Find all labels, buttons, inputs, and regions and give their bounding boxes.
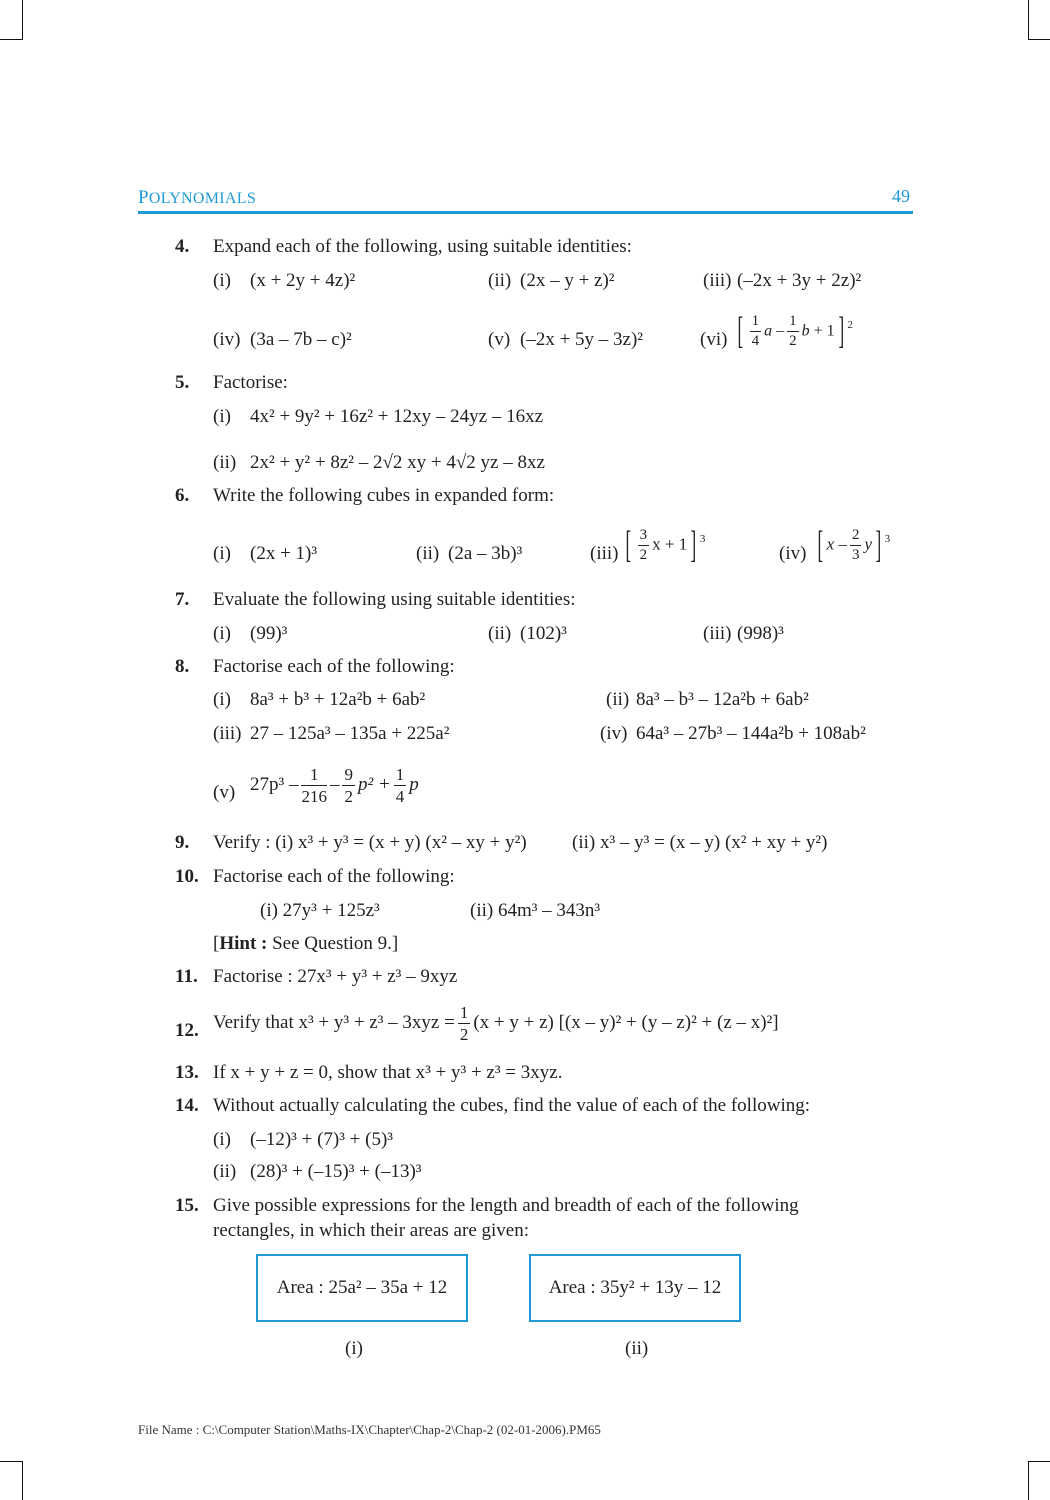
part-label: (iii) [703,270,732,291]
expression: (28)³ + (–15)³ + (–13)³ [250,1161,422,1182]
part-label: (iii) [590,543,619,564]
part-label: (i) [213,689,231,710]
part-label: (ii) [606,689,630,710]
part-label: (i) [213,406,231,427]
question-text: Write the following cubes in expanded form: [213,485,555,506]
question-number: 11. [175,966,198,987]
expression: 27 – 125a³ – 135a + 225a² [250,723,450,744]
box-label: (i) [345,1338,363,1359]
crop-mark-bottom-right-v [1028,1461,1029,1500]
question-number: 14. [175,1095,199,1116]
expression: (ii) x³ – y³ = (x – y) (x² + xy + y²) [572,832,828,853]
header-rule [138,211,913,214]
crop-mark-bottom-right [1028,1461,1050,1462]
question-text: Verify that x³ + y³ + z³ – 3xyz = $\frac{1}{2}$ (x + y + z) [(x – y)² + (y – z)² + (z – x)²] [213,1003,779,1044]
fraction-expression: [ $\frac{3}{2}$ x + 1] $^3$ [625,524,706,566]
expression: (2x + 1)³ [250,543,318,564]
question-number: 7. [175,589,190,610]
crop-mark-top-left-v [22,0,23,40]
question-text: Without actually calculating the cubes, find the value of each of the following: [213,1095,811,1116]
part-label: (ii) [488,270,512,291]
question-text: Factorise each of the following: [213,866,455,887]
expression: 64a³ – 27b³ – 144a²b + 108ab² [636,723,866,744]
chapter-title: POLYNOMIALS [138,187,257,208]
expression: (998)³ [737,623,784,644]
question-text: Factorise : 27x³ + y³ + z³ – 9xyz [213,966,458,987]
question-number: 6. [175,485,190,506]
page-number: 49 [892,186,910,206]
expression: (–2x + 5y – 3z)² [520,329,643,350]
question-text: Factorise: [213,372,288,393]
expression: (ii) 64m³ – 343n³ [470,900,601,921]
crop-mark-top-right [1028,39,1050,40]
expression: (3a – 7b – c)² [250,329,352,350]
expression: 8a³ + b³ + 12a²b + 6ab² [250,689,426,710]
expression: (102)³ [520,623,567,644]
question-text: Give possible expressions for the length and breadth of each of the following [213,1195,799,1216]
question-number: 9. [175,832,190,853]
question-number: 12. [175,1020,199,1041]
expression: (–2x + 3y + 2z)² [737,270,862,291]
fraction-expression: [ x – $\frac{2}{3}$ y] $^3$ [817,524,891,566]
expression: (x + 2y + 4z)² [250,270,356,291]
part-label: (i) [213,270,231,291]
hint-text: [Hint : See Question 9.] [213,933,399,954]
expression: (2x – y + z)² [520,270,615,291]
expression: (–12)³ + (7)³ + (5)³ [250,1129,393,1150]
area-box-1: Area : 25a² – 35a + 12 [256,1254,468,1322]
part-label: (vi) [700,329,728,350]
question-text: Factorise each of the following: [213,656,455,677]
question-number: 10. [175,866,199,887]
part-label: (ii) [213,1161,237,1182]
fraction-expression: 27p³ – $\frac{1}{216}$ – $\frac{9}{2}$ p² + $\frac{1}{4}$ p [250,765,419,806]
expression: 4x² + 9y² + 16z² + 12xy – 24yz – 16xz [250,406,544,427]
question-text: Verify : (i) x³ + y³ = (x + y) (x² – xy + y²) [213,832,527,853]
expression: 2x² + y² + 8z² – 2√2 xy + 4√2 yz – 8xz [250,452,545,473]
part-label: (iv) [779,543,807,564]
part-label: (ii) [488,623,512,644]
part-label: (iv) [213,329,241,350]
expression: (i) 27y³ + 125z³ [260,900,380,921]
question-text: If x + y + z = 0, show that x³ + y³ + z³ = 3xyz. [213,1062,563,1083]
part-label: (i) [213,623,231,644]
question-number: 15. [175,1195,199,1216]
crop-mark-top-left [0,39,22,40]
part-label: (i) [213,543,231,564]
file-name-footer: File Name : C:\Computer Station\Maths-IX\Chapter\Chap-2\Chap-2 (02-01-2006).PM65 [138,1422,601,1437]
crop-mark-bottom-left [0,1461,22,1462]
crop-mark-bottom-left-v [22,1461,23,1500]
part-label: (iv) [600,723,628,744]
part-label: (ii) [416,543,440,564]
part-label: (i) [213,1129,231,1150]
part-label: (ii) [213,452,237,473]
question-text: Expand each of the following, using suitable identities: [213,236,632,257]
part-label: (iii) [703,623,732,644]
part-label: (iii) [213,723,242,744]
part-label: (v) [213,782,236,803]
crop-mark-top-right-v [1028,0,1029,40]
expression: (99)³ [250,623,288,644]
question-text: Evaluate the following using suitable identities: [213,589,576,610]
fraction-expression: [ $\frac{1}{4}$ a – $\frac{1}{2}$ b + 1] $^2$ [737,310,853,352]
expression: (2a – 3b)³ [448,543,523,564]
area-box-2: Area : 35y² + 13y – 12 [529,1254,741,1322]
expression: 8a³ – b³ – 12a²b + 6ab² [636,689,809,710]
question-number: 13. [175,1062,199,1083]
question-number: 4. [175,236,190,257]
question-number: 8. [175,656,190,677]
box-label: (ii) [625,1338,649,1359]
part-label: (v) [488,329,511,350]
question-number: 5. [175,372,190,393]
question-text: rectangles, in which their areas are given: [213,1220,529,1241]
